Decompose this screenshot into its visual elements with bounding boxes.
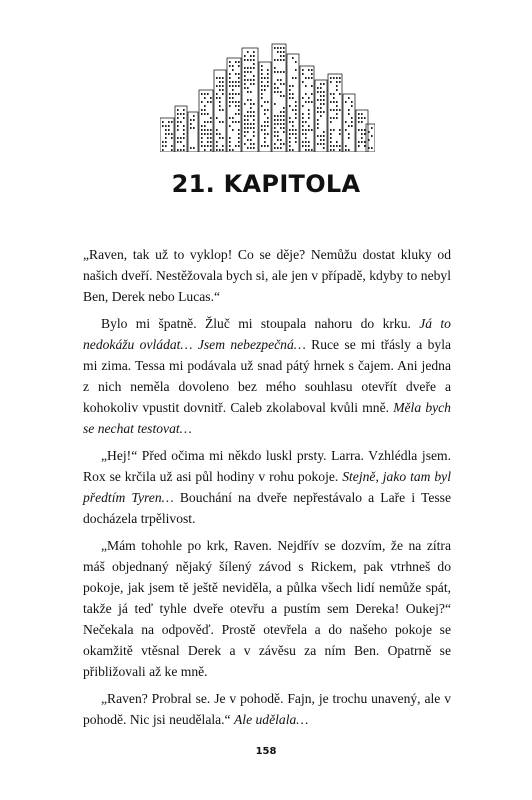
italic-text: Stejně, jako tam byl předtím Tyren… bbox=[83, 469, 451, 505]
paragraph bbox=[83, 688, 451, 730]
italic-text: Já to nedokážu ovládat… Jsem nebezpečná… bbox=[83, 316, 451, 352]
text-run: „Raven? Probral se. Je v pohodě. Fajn, je trochu unavený, ale v pohodě. Nic jsi neudělala.“ bbox=[83, 691, 451, 727]
text-run: Bouchání na dveře nepřestávalo a Laře i Tesse docházela trpělivost. bbox=[83, 490, 451, 526]
text-run: Bylo mi špatně. Žluč mi stoupala nahoru do krku. bbox=[101, 316, 420, 331]
paragraph bbox=[83, 445, 451, 529]
italic-text: Měla bych se nechat testovat… bbox=[83, 400, 451, 436]
paragraph bbox=[83, 535, 451, 682]
text-run: „Raven, tak už to vyklop! Co se děje? Nemůžu dostat kluky od našich dveří. Nestěžovala bych si, ale jen v případě, kdyby to nebyl Ben, Derek nebo Lucas.“ bbox=[83, 247, 451, 304]
page-number: 158 bbox=[255, 746, 277, 757]
chapter-title: 21. KAPITOLA bbox=[171, 170, 361, 198]
text-run: „Hej!“ Před očima mi někdo luskl prsty. Larra. Vzhlédla jsem. Rox se krčila už asi půl hodiny v rohu pokoje. bbox=[83, 448, 451, 484]
italic-text: Ale udělala… bbox=[234, 712, 309, 727]
chapter-body bbox=[83, 244, 451, 730]
paragraph bbox=[83, 313, 451, 439]
text-run: Ruce se mi třásly a byla mi zima. Tessa mi podávala už snad pátý hrnek s čajem. Ani jedna z nich neměla dovoleno bez mého souhlasu otevřít dveře a kohokoliv vpustit dovnitř. Caleb zkolaboval kvůli mně. bbox=[83, 337, 451, 415]
paragraph bbox=[83, 244, 451, 307]
text-run: „Mám tohohle po krk, Raven. Nejdřív se dozvím, že na zítra máš objednaný nějaký šílený závod s Rickem, pak vtrhneš do pokoje, jak jsem tě ještě neviděla, a půlka všech lidí nemůže spát, takže já teď tyhle dveře otevřu a pustím sem Dereka! Oukej?“ Nečekala na odpověď. Prostě otevřela a do našeho pokoje se okamžitě vtěsnal Derek a v závěsu za ním Ben. Opatrně se přibližovali až ke mně. bbox=[83, 538, 451, 679]
city-skyline-icon bbox=[160, 40, 375, 152]
